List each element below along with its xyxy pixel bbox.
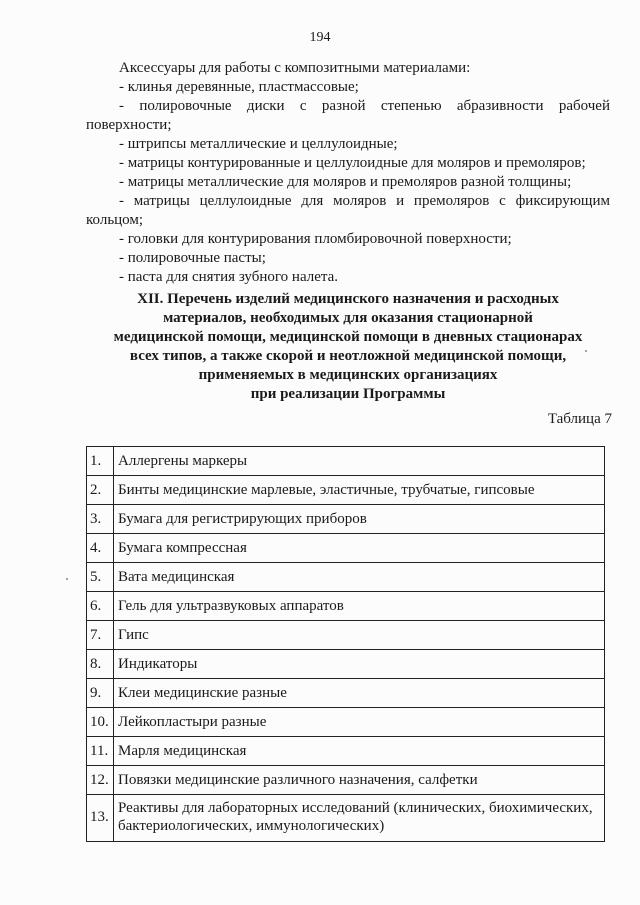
row-number: 13. xyxy=(87,795,114,842)
table-row xyxy=(87,592,605,621)
scan-speck xyxy=(585,350,587,352)
row-number: 9. xyxy=(87,679,114,708)
table-row xyxy=(87,795,605,842)
row-number: 12. xyxy=(87,766,114,795)
row-number: 11. xyxy=(87,737,114,766)
row-number: 7. xyxy=(87,621,114,650)
row-number: 5. xyxy=(87,563,114,592)
list-item: - матрицы целлулоидные для моляров и премоляров с фиксирующим xyxy=(119,193,610,209)
heading-line: медицинской помощи, медицинской помощи в дневных стационарах xyxy=(113,329,583,345)
heading-line: применяемых в медицинских организациях xyxy=(198,367,498,383)
list-item: - клинья деревянные, пластмассовые; xyxy=(119,79,359,95)
heading-line: XII. Перечень изделий медицинского назначения и расходных xyxy=(137,291,559,307)
row-text: Гель для ультразвуковых аппаратов xyxy=(114,592,605,621)
table-row xyxy=(87,447,605,476)
table-row xyxy=(87,679,605,708)
table-row xyxy=(87,476,605,505)
row-text: Индикаторы xyxy=(114,650,605,679)
supplies-table xyxy=(86,446,605,842)
list-item: - головки для контурирования пломбировочной поверхности; xyxy=(119,231,512,247)
list-item: - матрицы контурированные и целлулоидные для моляров и премоляров; xyxy=(119,155,586,171)
row-number: 3. xyxy=(87,505,114,534)
table-row xyxy=(87,650,605,679)
row-text: Лейкопластыри разные xyxy=(114,708,605,737)
table-row xyxy=(87,766,605,795)
page-number: 194 xyxy=(309,30,331,45)
row-text: Бумага компрессная xyxy=(114,534,605,563)
row-text: Аллергены маркеры xyxy=(114,447,605,476)
row-text: Повязки медицинские различного назначения, салфетки xyxy=(114,766,605,795)
list-item: - штрипсы металлические и целлулоидные; xyxy=(119,136,398,152)
row-number: 8. xyxy=(87,650,114,679)
accessories-list xyxy=(86,59,610,287)
heading-line: материалов, необходимых для оказания стационарной xyxy=(163,310,533,326)
table-row xyxy=(87,737,605,766)
table-caption: Таблица 7 xyxy=(547,411,612,427)
list-item-continuation: кольцом; xyxy=(86,212,144,228)
row-number: 4. xyxy=(87,534,114,563)
row-text: Клеи медицинские разные xyxy=(114,679,605,708)
list-item: - полировочные диски с разной степенью абразивности рабочей xyxy=(119,98,610,114)
row-number: 1. xyxy=(87,447,114,476)
table-row xyxy=(87,621,605,650)
row-number: 2. xyxy=(87,476,114,505)
list-title: Аксессуары для работы с композитными материалами: xyxy=(119,60,471,76)
list-item: - паста для снятия зубного налета. xyxy=(119,269,339,285)
section-heading xyxy=(86,290,610,404)
row-text: Бинты медицинские марлевые, эластичные, трубчатые, гипсовые xyxy=(114,476,605,505)
row-number: 6. xyxy=(87,592,114,621)
table-row xyxy=(87,534,605,563)
row-text: Бумага для регистрирующих приборов xyxy=(114,505,605,534)
row-number: 10. xyxy=(87,708,114,737)
table-row xyxy=(87,563,605,592)
table-row xyxy=(87,505,605,534)
list-item: - полировочные пасты; xyxy=(119,250,266,266)
row-text: Гипс xyxy=(114,621,605,650)
row-text: Реактивы для лабораторных исследований (клинических, биохимических, бактериологических, иммунологических) xyxy=(114,795,605,842)
list-item-continuation: поверхности; xyxy=(86,117,172,133)
row-text: Вата медицинская xyxy=(114,563,605,592)
scan-speck xyxy=(66,578,68,580)
heading-line: при реализации Программы xyxy=(250,386,446,402)
heading-line: всех типов, а также скорой и неотложной медицинской помощи, xyxy=(129,348,567,364)
list-item: - матрицы металлические для моляров и премоляров разной толщины; xyxy=(119,174,572,190)
table-row xyxy=(87,708,605,737)
row-text: Марля медицинская xyxy=(114,737,605,766)
